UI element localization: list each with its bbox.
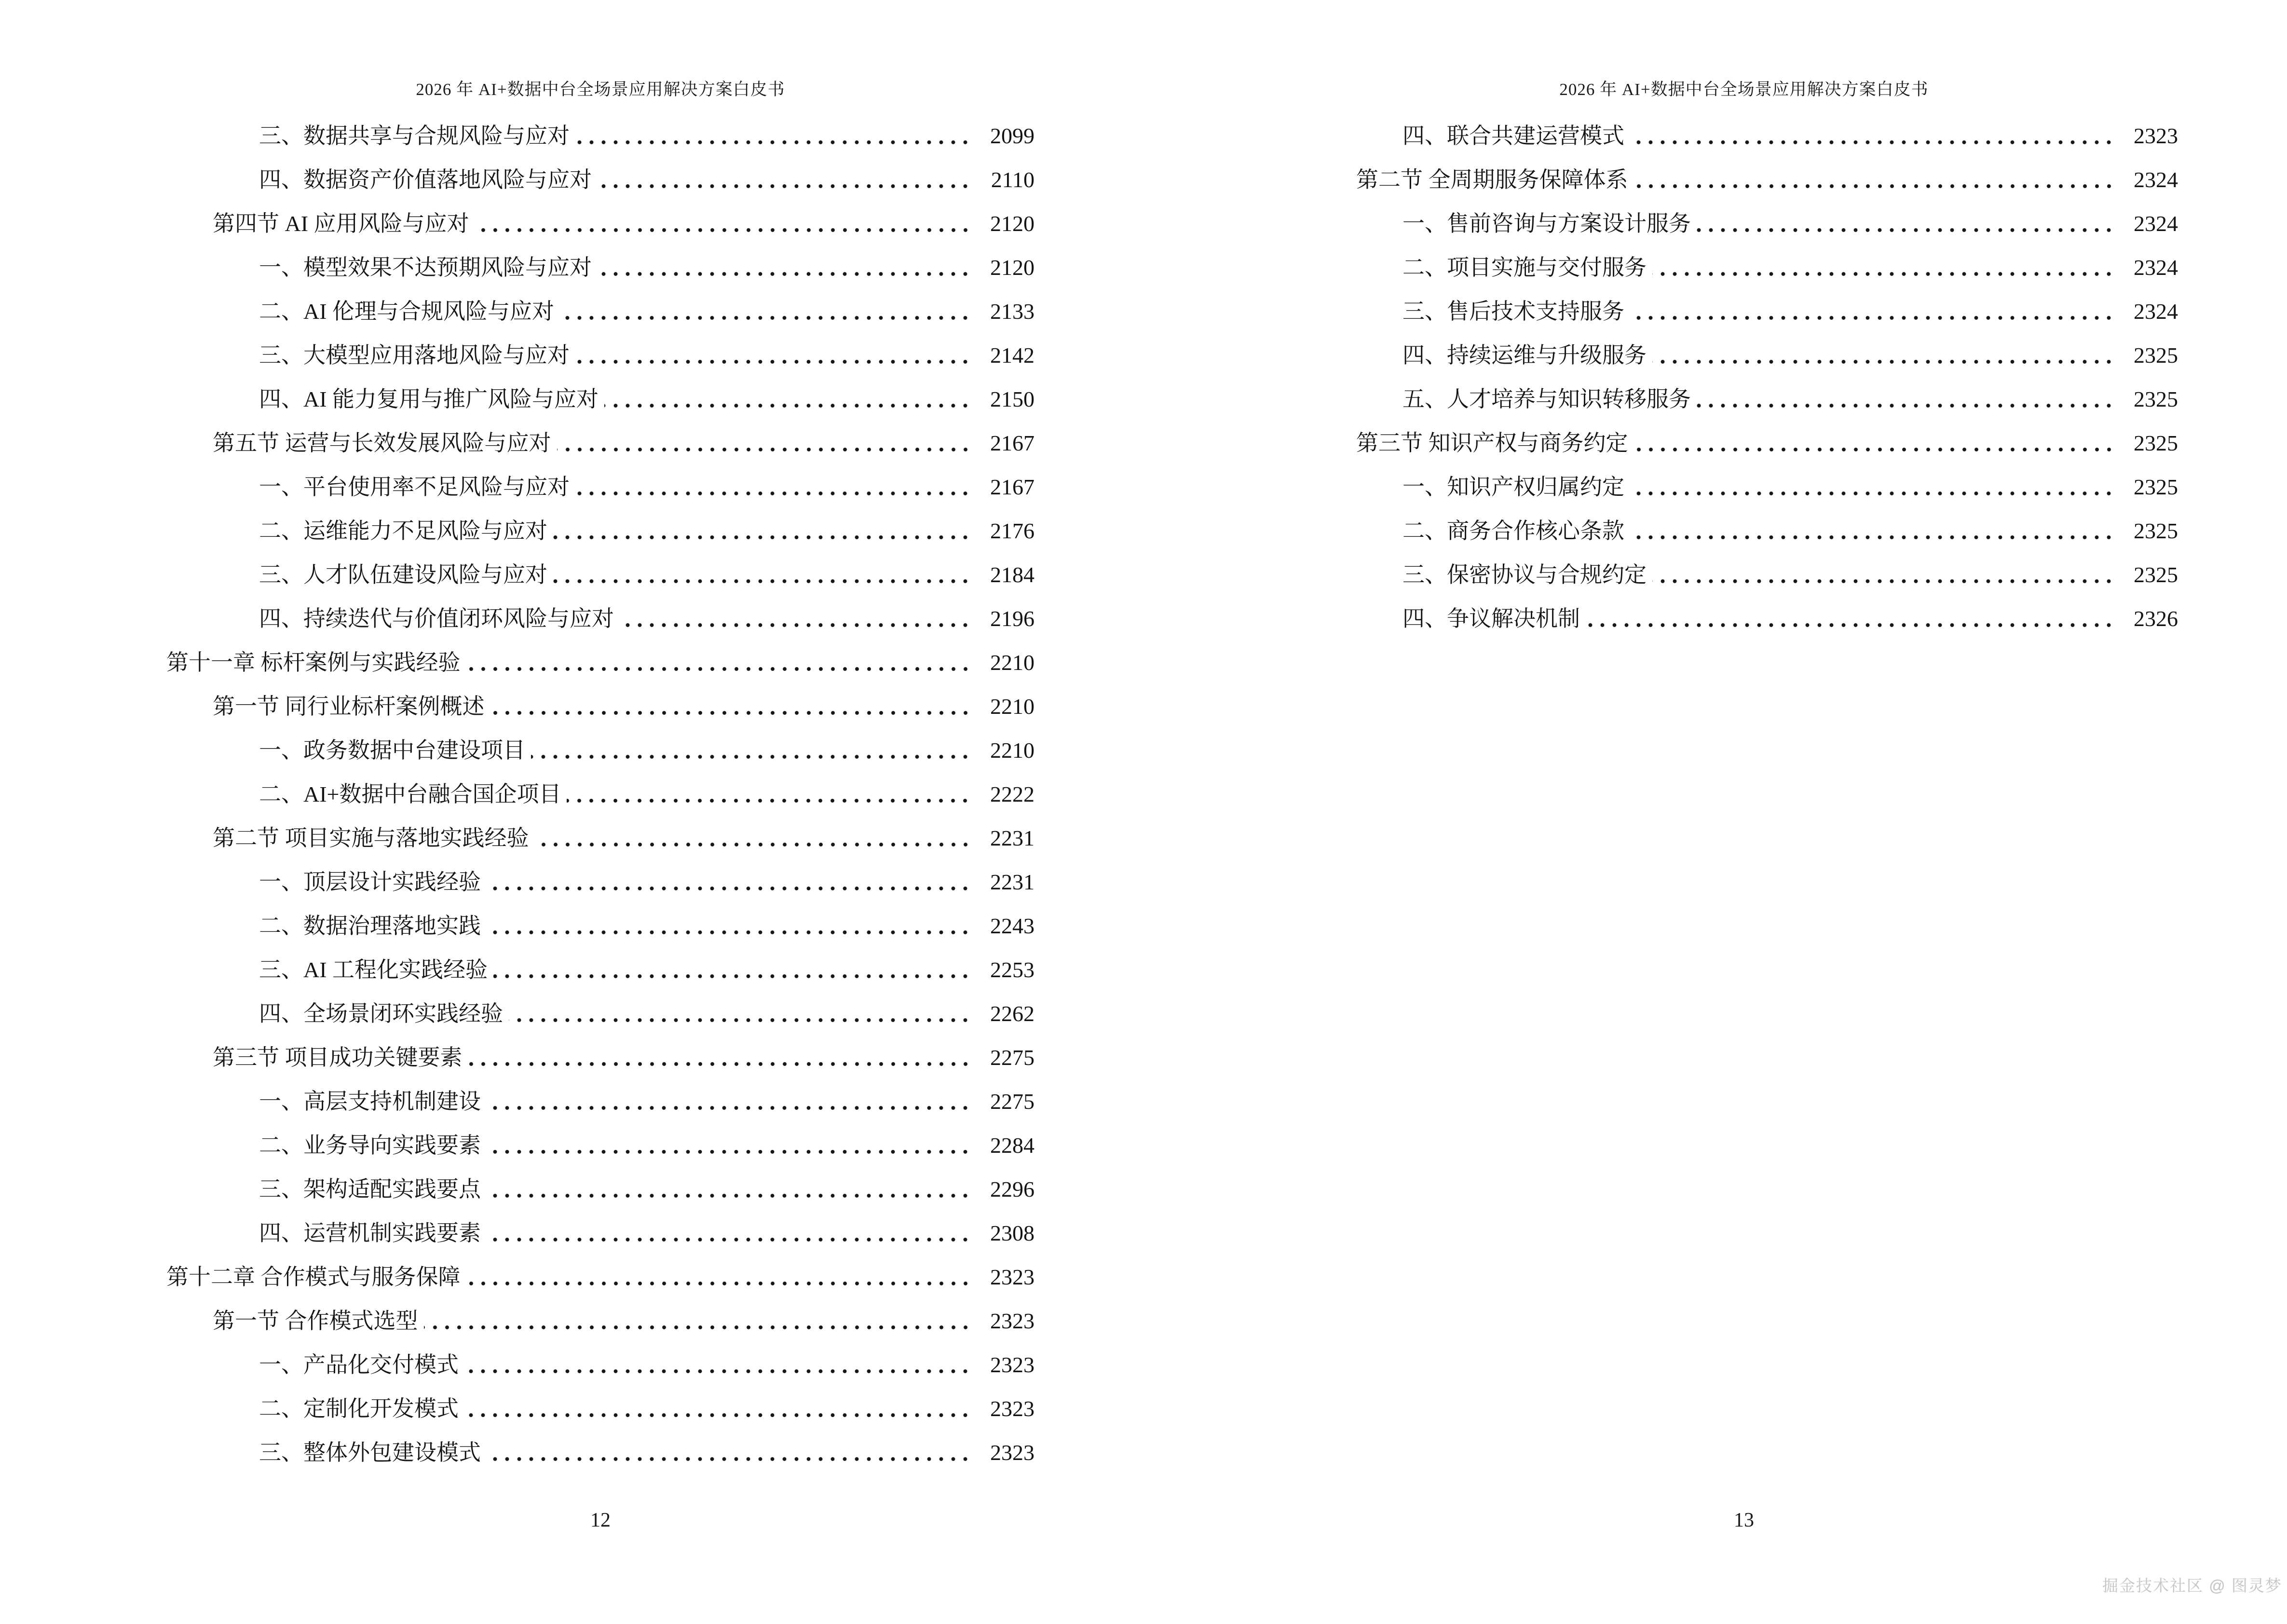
toc-entry-title: 三、人才队伍建设风险与应对 [259,562,547,587]
toc-entry[interactable] [166,684,1035,728]
toc-entry-title: 四、持续运维与升级服务 [1402,343,1647,368]
toc-entry-title: 第一节 合作模式选型 [213,1309,418,1333]
dot-leader [1634,421,2117,465]
dot-leader [1697,377,2117,421]
toc-entry[interactable] [1310,202,2178,246]
dot-leader [468,1036,974,1079]
toc-entry-title: 第二节 项目实施与落地实践经验 [213,826,529,850]
toc-entry-page: 2275 [990,1089,1035,1114]
toc-entry-title: 二、项目实施与交付服务 [1402,255,1647,280]
toc-entry-page: 2099 [990,123,1035,148]
page-number: 12 [590,1509,611,1531]
toc-entry[interactable] [166,1431,1035,1474]
toc-entry[interactable] [166,1123,1035,1167]
toc-entry-title: 四、争议解决机制 [1402,606,1580,631]
toc-entry[interactable] [1310,509,2178,553]
toc-entry-title: 第三节 项目成功关键要素 [213,1045,463,1070]
dot-leader [464,1343,973,1387]
toc-entry-title: 四、持续迭代与价值闭环风险与应对 [259,606,614,631]
toc-entry-title: 第十二章 合作模式与服务保障 [166,1265,461,1289]
toc-entry[interactable] [166,289,1035,333]
toc-entry[interactable] [166,728,1035,772]
toc-entry-page: 2167 [990,475,1035,499]
toc-entry-page: 2324 [2134,299,2178,324]
toc-entry[interactable] [1310,289,2178,333]
toc-entry-title: 三、大模型应用落地风险与应对 [259,343,570,368]
toc-entry[interactable] [166,1036,1035,1079]
toc-entry-page: 2243 [990,914,1035,938]
toc-entry-title: 二、数据治理落地实践 [259,914,481,938]
toc-entry[interactable] [166,202,1035,246]
page-13 [1144,0,2287,1624]
toc-entry[interactable] [1310,553,2178,597]
toc-entry-page: 2324 [2134,167,2178,192]
dot-leader [1630,289,2117,333]
toc-entry[interactable] [166,553,1035,597]
dot-leader [1652,246,2117,289]
toc-entry[interactable] [166,816,1035,860]
toc-entry-page: 2133 [990,299,1035,324]
dot-leader [1652,333,2117,377]
toc-entry-page: 2325 [2134,475,2178,499]
toc-entry-page: 2167 [990,431,1035,455]
toc-entry-page: 2325 [2134,431,2178,455]
dot-leader [1652,553,2117,597]
toc-entry-page: 2284 [990,1133,1035,1158]
toc-entry-title: 五、人才培养与知识转移服务 [1402,387,1691,411]
toc-entry-title: 一、模型效果不达预期风险与应对 [259,255,592,280]
toc-entry-page: 2110 [991,167,1035,192]
toc-entry-title: 四、全场景闭环实践经验 [259,1001,503,1026]
toc-entry[interactable] [166,114,1035,158]
toc-entry[interactable] [1310,333,2178,377]
toc-entry[interactable] [166,948,1035,992]
toc-entry-title: 一、产品化交付模式 [259,1352,459,1377]
dot-leader [487,1123,973,1167]
toc-entry-page: 2150 [990,387,1035,411]
toc-entry-page: 2324 [2134,211,2178,236]
toc-entry-title: 三、架构适配实践要点 [259,1177,481,1201]
toc-entry-page: 2296 [990,1177,1035,1201]
toc-entry-title: 一、顶层设计实践经验 [259,870,481,894]
toc-entry-title: 三、保密协议与合规约定 [1402,562,1647,587]
dot-leader [575,465,973,509]
dot-leader [466,641,974,684]
dot-leader [509,992,973,1036]
toc-entry-page: 2326 [2134,606,2178,631]
toc-entry-page: 2323 [990,1265,1035,1289]
toc-entry[interactable] [166,158,1035,202]
dot-leader [487,1167,973,1211]
dot-leader [1697,202,2117,246]
toc-entry[interactable] [166,509,1035,553]
dot-leader [535,816,974,860]
toc-entry[interactable] [166,1211,1035,1255]
toc-entry-page: 2275 [990,1045,1035,1070]
toc-entry-title: 第三节 知识产权与商务约定 [1356,431,1628,455]
toc-entry-page: 2210 [990,694,1035,719]
toc-entry[interactable] [166,641,1035,684]
toc-entry[interactable] [166,992,1035,1036]
page-header-title: 2026 年 AI+数据中台全场景应用解决方案白皮书 [1559,80,1929,99]
toc-entry-title: 第二节 全周期服务保障体系 [1356,167,1628,192]
toc-entry-title: 一、售前咨询与方案设计服务 [1402,211,1691,236]
toc-entry[interactable] [1310,114,2178,158]
toc-entry-page: 2120 [990,211,1035,236]
toc-entry-title: 三、售后技术支持服务 [1402,299,1624,324]
dot-leader [598,246,973,289]
toc-entry-title: 第十一章 标杆案例与实践经验 [166,650,461,675]
toc-entry-page: 2231 [990,870,1035,894]
toc-entry[interactable] [1310,158,2178,202]
toc-entry[interactable] [166,1343,1035,1387]
dot-leader [493,948,973,992]
toc-entry-page: 2323 [990,1352,1035,1377]
toc-entry-title: 一、平台使用率不足风险与应对 [259,475,570,499]
toc-entry-page: 2262 [990,1001,1035,1026]
toc-entry-title: 一、高层支持机制建设 [259,1089,481,1114]
toc-entry[interactable] [166,1079,1035,1123]
dot-leader [424,1299,974,1343]
toc-entry[interactable] [166,1387,1035,1431]
dot-leader [575,333,973,377]
dot-leader [560,289,973,333]
dot-leader [1634,158,2117,202]
toc-entry-title: 一、政务数据中台建设项目 [259,738,525,763]
toc-entry-title: 四、运营机制实践要素 [259,1221,481,1245]
toc-entry-page: 2308 [990,1221,1035,1245]
dot-leader [553,553,973,597]
toc-entry-title: 三、整体外包建设模式 [259,1440,481,1465]
toc-entry[interactable] [166,1167,1035,1211]
dot-leader [567,772,973,816]
toc-entry-page: 2210 [990,738,1035,763]
dot-leader [604,377,973,421]
toc-entry-page: 2120 [990,255,1035,280]
toc-entry[interactable] [166,860,1035,904]
dot-leader [466,1255,974,1299]
toc-list [1310,114,2178,641]
toc-entry-title: 第一节 同行业标杆案例概述 [213,694,485,719]
toc-entry[interactable] [166,904,1035,948]
toc-entry-page: 2325 [2134,519,2178,543]
toc-entry-page: 2323 [990,1396,1035,1421]
dot-leader [1586,597,2117,641]
toc-entry[interactable] [166,772,1035,816]
dot-leader [487,1431,973,1474]
page-number: 13 [1734,1509,1754,1531]
toc-entry-title: 二、商务合作核心条款 [1402,519,1624,543]
toc-entry-title: 三、AI 工程化实践经验 [259,957,488,982]
toc-entry-page: 2222 [990,782,1035,806]
dot-leader [598,158,973,202]
toc-entry-page: 2142 [990,343,1035,368]
dot-leader [575,114,973,158]
toc-entry-title: 二、AI+数据中台融合国企项目 [259,782,561,806]
toc-entry[interactable] [1310,597,2178,641]
page-header-title: 2026 年 AI+数据中台全场景应用解决方案白皮书 [416,80,785,99]
dot-leader [1630,114,2117,158]
toc-entry[interactable] [166,597,1035,641]
toc-entry-page: 2324 [2134,255,2178,280]
toc-entry[interactable] [166,377,1035,421]
toc-entry[interactable] [1310,377,2178,421]
toc-entry[interactable] [166,333,1035,377]
toc-entry[interactable] [1310,246,2178,289]
dot-leader [490,684,974,728]
toc-entry-title: 二、运维能力不足风险与应对 [259,519,547,543]
toc-entry-page: 2231 [990,826,1035,850]
toc-entry-title: 三、数据共享与合规风险与应对 [259,123,570,148]
toc-entry-page: 2184 [990,562,1035,587]
toc-entry-title: 第四节 AI 应用风险与应对 [213,211,469,236]
dot-leader [487,860,973,904]
toc-entry[interactable] [166,246,1035,289]
toc-entry[interactable] [1310,421,2178,465]
toc-entry-title: 二、业务导向实践要素 [259,1133,481,1158]
toc-entry[interactable] [166,421,1035,465]
watermark: 掘金技术社区 @ 图灵梦 [2102,1577,2282,1595]
toc-entry-title: 二、定制化开发模式 [259,1396,459,1421]
dot-leader [1630,509,2117,553]
dot-leader [487,904,973,948]
toc-entry-page: 2210 [990,650,1035,675]
toc-entry[interactable] [166,1299,1035,1343]
toc-entry-title: 一、知识产权归属约定 [1402,475,1624,499]
toc-entry-title: 四、AI 能力复用与推广风险与应对 [259,387,599,411]
dot-leader [1630,465,2117,509]
toc-entry-page: 2253 [990,957,1035,982]
toc-entry-title: 四、数据资产价值落地风险与应对 [259,167,592,192]
toc-entry-page: 2325 [2134,562,2178,587]
toc-list [166,114,1035,1474]
toc-entry-page: 2325 [2134,343,2178,368]
toc-entry-page: 2323 [990,1440,1035,1465]
toc-entry-page: 2176 [990,519,1035,543]
dot-leader [553,509,973,553]
toc-entry-title: 四、联合共建运营模式 [1402,123,1624,148]
toc-entry[interactable] [166,465,1035,509]
dot-leader [464,1387,973,1431]
toc-entry-page: 2323 [2134,123,2178,148]
dot-leader [531,728,973,772]
dot-leader [487,1211,973,1255]
toc-entry-page: 2196 [990,606,1035,631]
toc-entry-page: 2325 [2134,387,2178,411]
dot-leader [487,1079,973,1123]
toc-entry-page: 2323 [990,1309,1035,1333]
toc-entry-title: 第五节 运营与长效发展风险与应对 [213,431,551,455]
toc-entry[interactable] [1310,465,2178,509]
dot-leader [475,202,973,246]
toc-entry[interactable] [166,1255,1035,1299]
dot-leader [620,597,973,641]
toc-entry-title: 二、AI 伦理与合规风险与应对 [259,299,555,324]
dot-leader [557,421,974,465]
